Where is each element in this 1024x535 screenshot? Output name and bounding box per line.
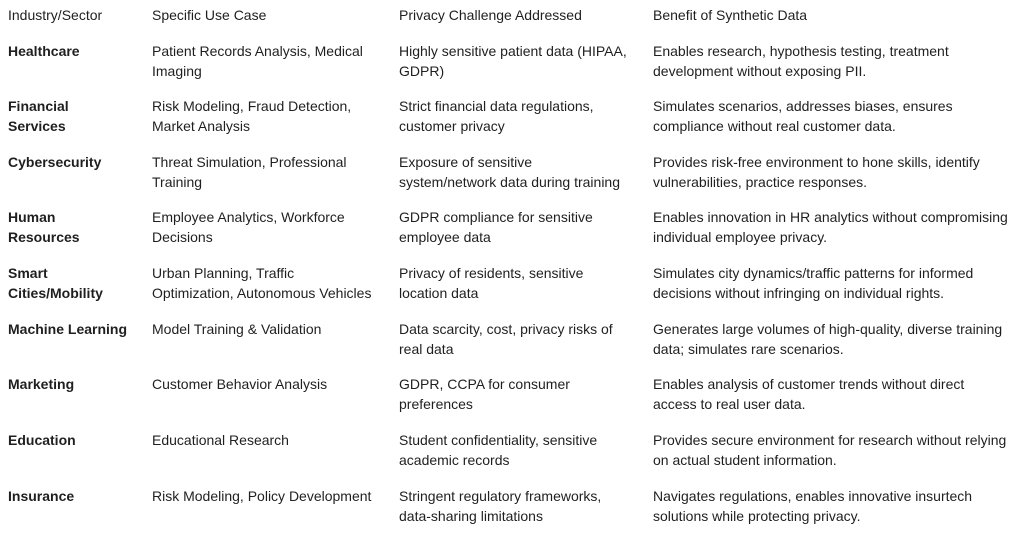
cell-line: Services [8,118,66,134]
row-use-case [152,486,392,506]
row-use-case [152,41,392,81]
cell-line: Market Analysis [152,118,251,134]
row-use-case [152,319,392,339]
row-privacy-challenge [399,96,645,136]
row-privacy-challenge [399,430,645,470]
cell-line: compliance without real customer data. [653,118,896,134]
row-sector [8,430,144,450]
cell-line: Smart [8,265,48,281]
cell-line: individual employee privacy. [653,229,828,245]
cell-line: academic records [399,452,510,468]
cell-line: preferences [399,396,473,412]
cell-line: Enables analysis of customer trends without direct [653,376,965,392]
row-benefit [653,41,1021,81]
cell-line: Stringent regulatory frameworks, [399,488,602,504]
cell-line: GDPR) [399,63,445,79]
cell-line: Privacy of residents, sensitive [399,265,584,281]
cell-line: employee data [399,229,491,245]
cell-line: Decisions [152,229,213,245]
cell-line: Human [8,209,56,225]
cell-line: Risk Modeling, Fraud Detection, [152,98,352,114]
row-benefit [653,486,1021,526]
cell-line: access to real user data. [653,396,806,412]
header-industry-sector: Industry/Sector [8,7,103,23]
cell-line: Training [152,174,203,190]
row-sector [8,41,144,61]
cell-line: Patient Records Analysis, Medical [152,43,363,59]
cell-line: development without exposing PII. [653,63,867,79]
row-privacy-challenge [399,319,645,359]
row-benefit [653,263,1021,303]
cell-line: customer privacy [399,118,505,134]
row-sector [8,374,144,394]
row-benefit [653,319,1021,359]
cell-line: Insurance [8,488,75,504]
cell-line: Enables innovation in HR analytics without compromising [653,209,1008,225]
cell-line: vulnerabilities, practice responses. [653,174,867,190]
cell-line: Data scarcity, cost, privacy risks of [399,321,613,337]
row-benefit [653,207,1021,247]
cell-line: Provides risk-free environment to hone skills, identify [653,154,980,170]
row-use-case [152,430,392,450]
cell-line: Threat Simulation, Professional [152,154,347,170]
cell-line: on actual student information. [653,452,837,468]
cell-line: Marketing [8,376,75,392]
cell-line: GDPR compliance for sensitive [399,209,593,225]
cell-line: Simulates city dynamics/traffic patterns for informed [653,265,974,281]
cell-line: Enables research, hypothesis testing, treatment [653,43,949,59]
cell-line: system/network data during training [399,174,620,190]
row-sector [8,319,144,339]
cell-line: Risk Modeling, Policy Development [152,488,372,504]
cell-line: Provides secure environment for research without relying [653,432,1007,448]
cell-line: Student confidentiality, sensitive [399,432,598,448]
row-benefit [653,374,1021,414]
row-benefit [653,430,1021,470]
cell-line: GDPR, CCPA for consumer [399,376,570,392]
row-privacy-challenge [399,152,645,192]
cell-line: Optimization, Autonomous Vehicles [152,285,372,301]
header-specific-use-case: Specific Use Case [152,7,267,23]
cell-line: Navigates regulations, enables innovative insurtech [653,488,973,504]
header-benefit: Benefit of Synthetic Data [653,7,808,23]
row-privacy-challenge [399,374,645,414]
row-privacy-challenge [399,41,645,81]
cell-line: Generates large volumes of high-quality, diverse training [653,321,1003,337]
cell-line: Simulates scenarios, addresses biases, ensures [653,98,953,114]
row-benefit [653,152,1021,192]
cell-line: data; simulates rare scenarios. [653,341,844,357]
row-privacy-challenge [399,263,645,303]
row-benefit [653,96,1021,136]
cell-line: Healthcare [8,43,80,59]
cell-line: location data [399,285,479,301]
cell-line: real data [399,341,454,357]
cell-line: Strict financial data regulations, [399,98,594,114]
cell-line: Financial [8,98,69,114]
cell-line: Model Training & Validation [152,321,322,337]
row-use-case [152,263,392,303]
row-sector [8,486,144,506]
cell-line: Cities/Mobility [8,285,103,301]
cell-line: Machine Learning [8,321,128,337]
cell-line: Highly sensitive patient data (HIPAA, [399,43,627,59]
cell-line: Resources [8,229,80,245]
row-sector [8,96,144,136]
cell-line: Employee Analytics, Workforce [152,209,345,225]
row-use-case [152,96,392,136]
row-use-case [152,207,392,247]
row-sector [8,207,144,247]
cell-line: Cybersecurity [8,154,102,170]
cell-line: solutions while protecting privacy. [653,508,861,524]
header-privacy-challenge: Privacy Challenge Addressed [399,7,582,23]
row-sector [8,263,144,303]
cell-line: Education [8,432,76,448]
row-use-case [152,374,392,394]
row-privacy-challenge [399,486,645,526]
cell-line: Customer Behavior Analysis [152,376,328,392]
cell-line: Educational Research [152,432,289,448]
row-use-case [152,152,392,192]
cell-line: data-sharing limitations [399,508,543,524]
cell-line: decisions without infringing on individual rights. [653,285,945,301]
cell-line: Exposure of sensitive [399,154,533,170]
row-privacy-challenge [399,207,645,247]
cell-line: Imaging [152,63,202,79]
row-sector [8,152,144,172]
cell-line: Urban Planning, Traffic [152,265,295,281]
